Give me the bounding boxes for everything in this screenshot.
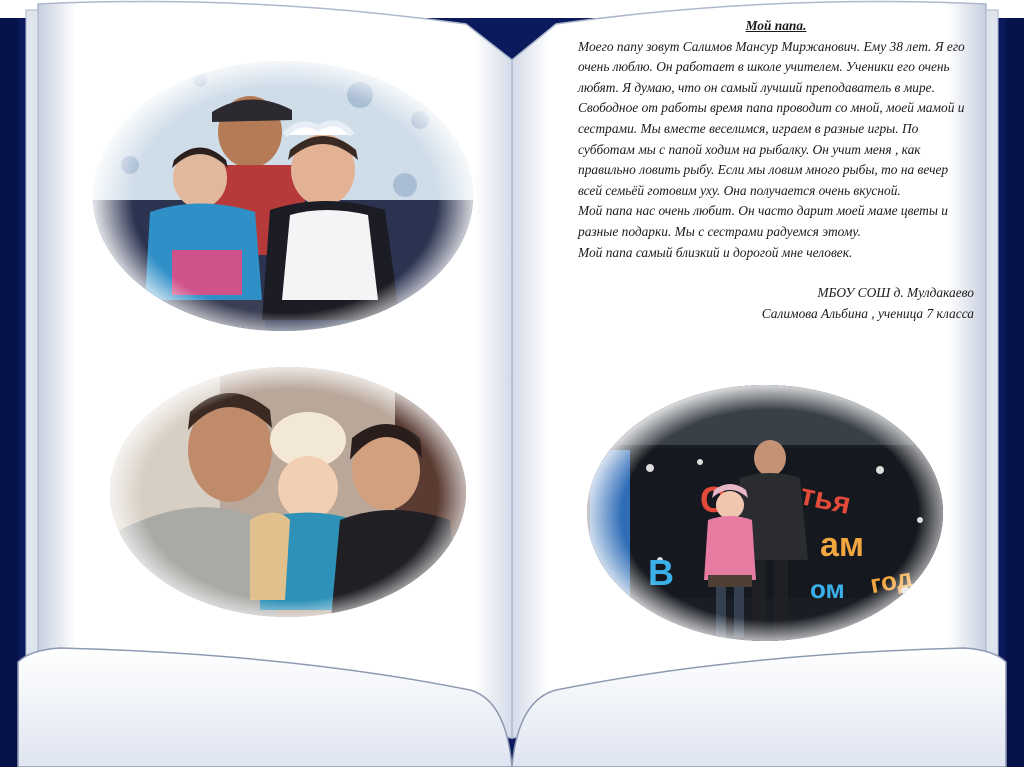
story-paragraph-3: Мой папа самый близкий и дорогой мне человек. bbox=[578, 244, 853, 260]
story-text bbox=[578, 16, 974, 324]
signature bbox=[578, 283, 974, 324]
signature-author: Салимова Альбина , ученица 7 класса bbox=[761, 305, 974, 321]
story-paragraph-1: Моего папу зовут Салимов Мансур Миржанович. Ему 38 лет. Я его очень люблю. Он работает в школе учителем. Ученики его очень любят. Я думаю, что он самый лучший преподаватель в мире. Свободное от работы время папа проводит со мной, моей мамой и сестрами. Мы вместе веселимся, играем в разные игры. По субботам мы с папой ходим на рыбалку. Он учит меня , как правильно ловить рыбу. Если мы ловим много рыбы, то на вечер всей семьёй готовим уху. Она получается очень вкусной. bbox=[578, 38, 965, 198]
story-paragraph-2: Мой папа нас очень любит. Он часто дарит моей маме цветы и разные подарки. Мы с сестрами радуемся этому. bbox=[578, 203, 948, 239]
signature-school: МБОУ СОШ д. Мулдакаево bbox=[817, 285, 974, 301]
story-title: Мой папа. bbox=[745, 18, 807, 33]
